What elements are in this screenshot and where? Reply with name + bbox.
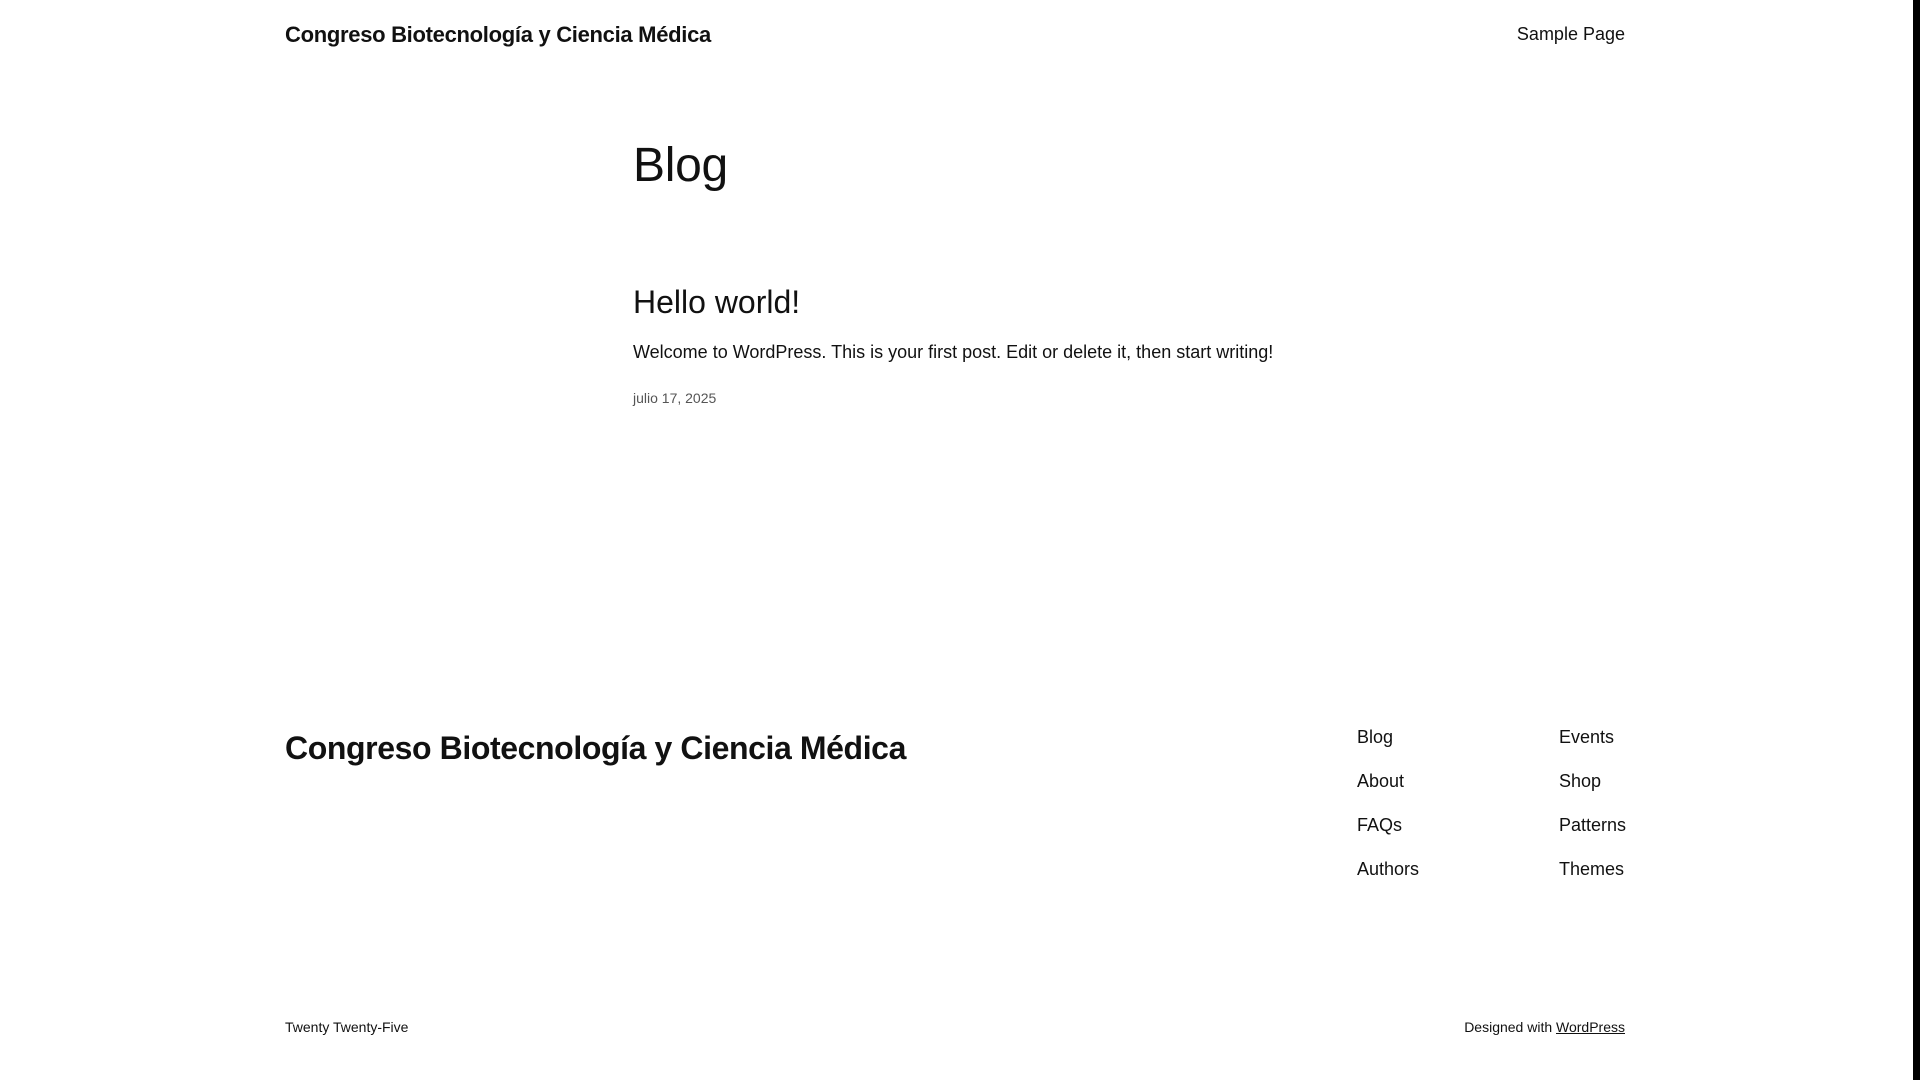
site-footer [285, 725, 1625, 1025]
footer-nav-item-about [1357, 769, 1419, 793]
footer-link-faqs[interactable]: FAQs [1357, 815, 1403, 835]
post-excerpt: Welcome to WordPress. This is your first post. Edit or delete it, then start writing! [633, 342, 1274, 362]
footer-nav-column-1 [1357, 725, 1419, 901]
site-header [285, 0, 1625, 70]
main-content [633, 135, 1333, 406]
footer-link-events[interactable]: Events [1559, 727, 1615, 747]
post-title [633, 282, 1333, 322]
footer-nav-item-authors [1357, 857, 1419, 881]
footer-nav-item-blog [1357, 725, 1419, 749]
footer-nav-item-shop [1559, 769, 1626, 793]
post-date-link[interactable]: julio 17, 2025 [633, 390, 717, 406]
designed-with-credit [1464, 1019, 1625, 1035]
wordpress-link[interactable]: WordPress [1556, 1019, 1625, 1035]
designed-with-prefix: Designed with [1464, 1019, 1553, 1035]
footer-link-shop[interactable]: Shop [1559, 771, 1602, 791]
footer-nav-item-faqs [1357, 813, 1419, 837]
nav-link-sample-page[interactable]: Sample Page [1516, 24, 1625, 44]
theme-credit: Twenty Twenty-Five [285, 1019, 409, 1035]
site-title-link[interactable]: Congreso Biotecnología y Ciencia Médica [285, 22, 711, 47]
footer-nav-item-themes [1559, 857, 1626, 881]
post-item [633, 282, 1333, 406]
post-date [633, 390, 1333, 406]
footer-nav-item-events [1559, 725, 1626, 749]
footer-nav-column-2 [1559, 725, 1626, 901]
post-title-link[interactable]: Hello world! [633, 284, 801, 320]
footer-link-themes[interactable]: Themes [1559, 859, 1625, 879]
footer-nav-item-patterns [1559, 813, 1626, 837]
page-title: Blog [633, 139, 728, 192]
footer-site-title-link[interactable]: Congreso Biotecnología y Ciencia Médica [285, 730, 906, 766]
footer-link-authors[interactable]: Authors [1357, 859, 1420, 879]
scrollbar-track[interactable] [1913, 0, 1920, 1080]
footer-link-patterns[interactable]: Patterns [1559, 815, 1627, 835]
footer-link-blog[interactable]: Blog [1357, 727, 1394, 747]
footer-bottom [285, 1019, 1625, 1039]
footer-link-about[interactable]: About [1357, 771, 1405, 791]
